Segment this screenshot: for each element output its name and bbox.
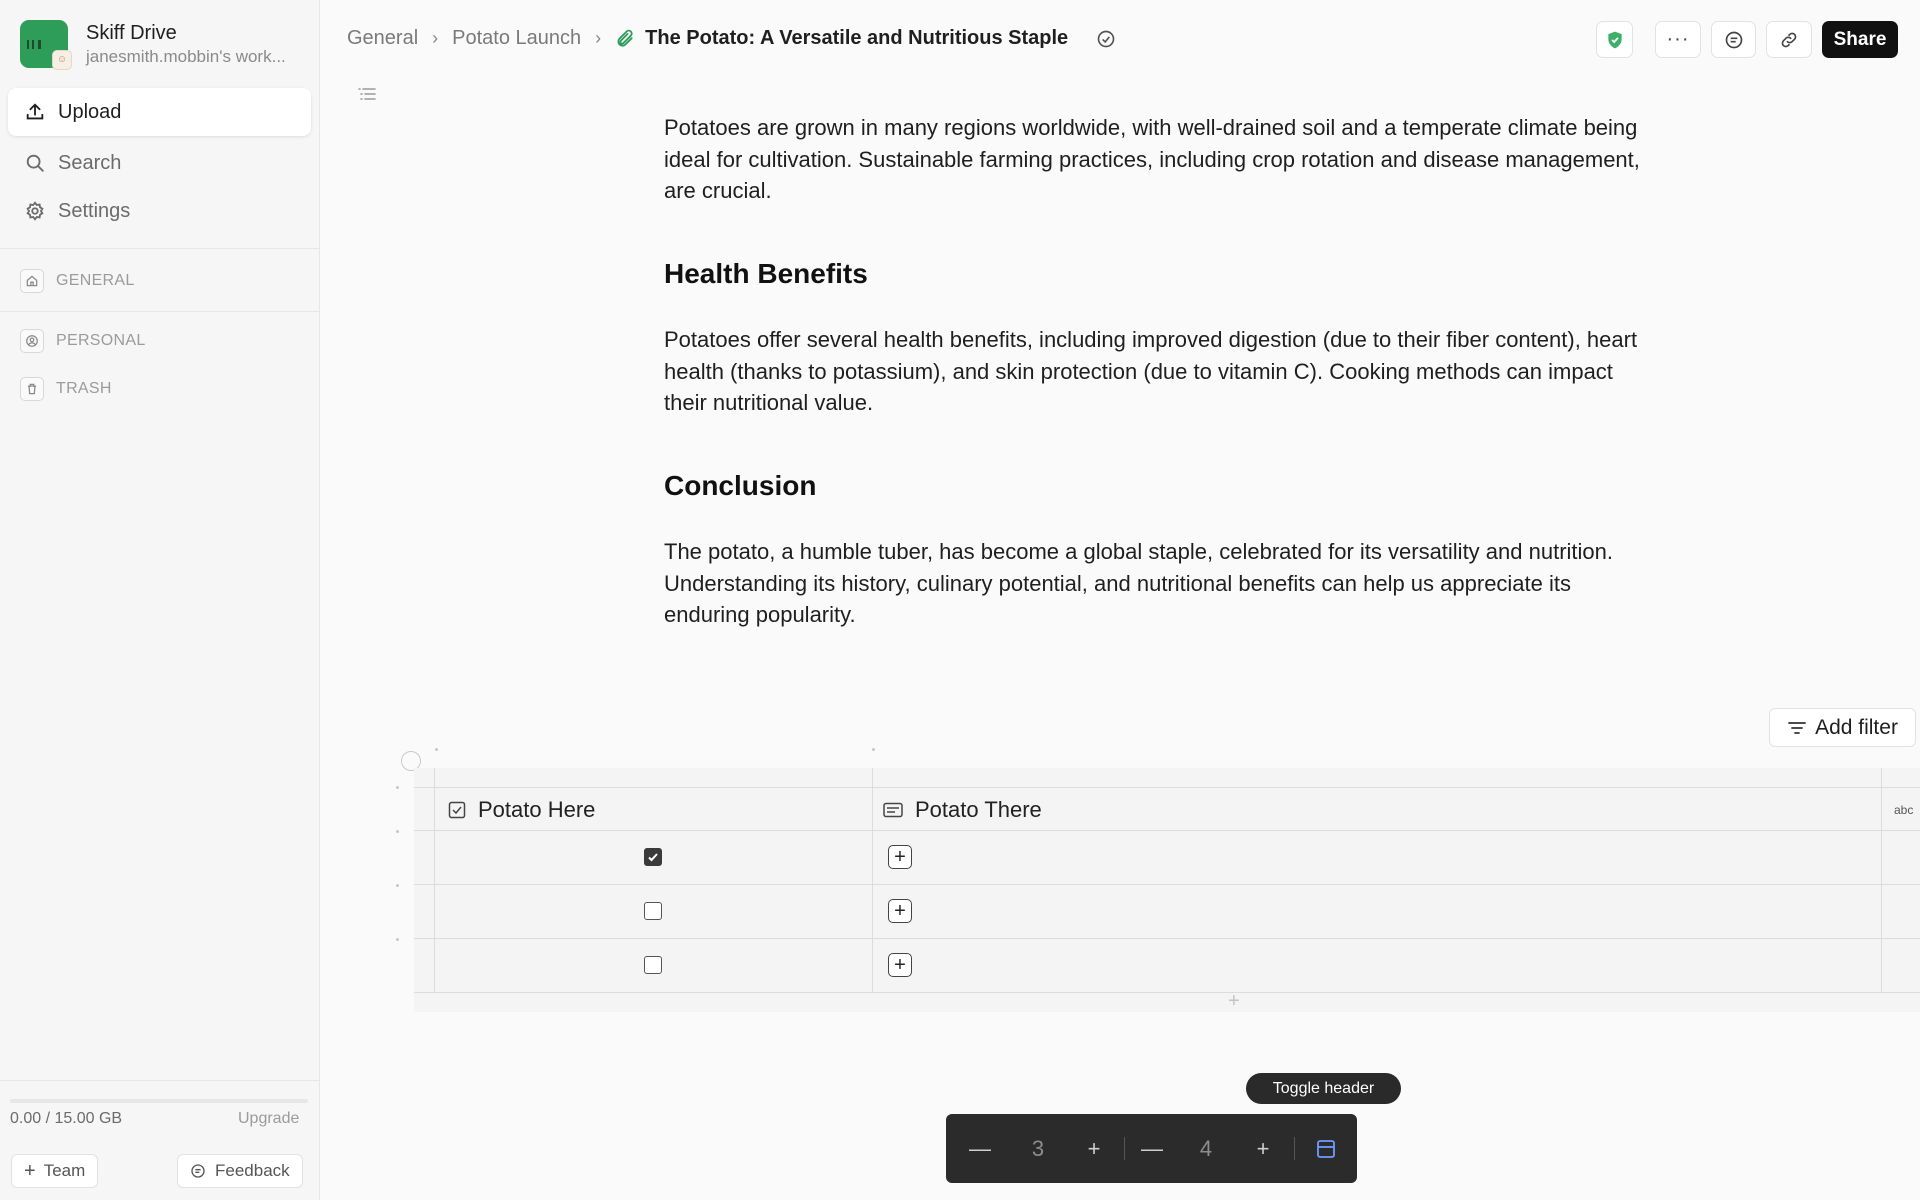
row-checkbox[interactable] [644,956,662,974]
plus-icon: + [24,1159,36,1182]
comments-button[interactable] [1711,21,1756,58]
add-filter-button[interactable] [1769,708,1916,747]
column-header-potato-there[interactable] [883,788,1042,831]
column-header-abc[interactable] [1894,788,1913,831]
sidebar-item-label: GENERAL [56,272,135,289]
row-checkbox[interactable] [644,902,662,920]
settings-label: Settings [58,199,131,222]
breadcrumb [347,27,1116,50]
upload-button[interactable] [8,88,311,136]
toggle-header-button[interactable] [1295,1114,1357,1183]
database-table [414,768,1920,1012]
breadcrumb-general[interactable]: General [347,27,419,49]
table-row [414,939,1920,993]
upload-label: Upload [58,100,122,123]
remove-column-button[interactable] [1125,1114,1179,1183]
column-label: Potato Here [478,796,596,822]
column-label: abc [1894,802,1914,817]
check-icon [647,851,659,863]
plus-icon: + [1256,1135,1270,1161]
team-label: Team [43,1161,86,1180]
add-column-button[interactable] [1233,1114,1293,1183]
copy-link-button[interactable] [1766,21,1812,58]
home-icon [20,269,44,293]
plus-icon: + [894,954,906,976]
minus-icon: — [1141,1135,1163,1161]
user-circle-icon [20,329,44,353]
toggle-header-tooltip: Toggle header [1246,1073,1401,1104]
sidebar-item-label: PERSONAL [56,332,146,349]
filter-icon [1787,720,1807,736]
plus-icon: + [894,846,906,868]
health-benefits-heading: Health Benefits [664,258,868,289]
check-circle-icon [1096,29,1116,49]
workspace-logo [20,20,68,68]
more-dots-icon: ··· [1666,28,1690,50]
add-filter-label: Add filter [1815,715,1898,739]
search-label: Search [58,151,122,174]
remove-row-button[interactable] [946,1114,1014,1183]
chevron-right-icon: › [432,28,439,48]
upload-icon [24,101,46,123]
sidebar-item-personal[interactable] [20,329,146,353]
add-row-button[interactable] [1062,1114,1126,1183]
chat-bubble-icon [190,1163,206,1179]
sidebar [0,0,320,1200]
add-cell-button[interactable] [888,845,912,869]
add-cell-button[interactable] [888,899,912,923]
settings-button[interactable] [8,187,311,235]
workspace-switcher[interactable] [20,20,286,68]
text-field-icon [883,802,903,818]
link-icon [1779,30,1799,50]
search-button[interactable] [8,139,311,187]
table-row [414,885,1920,939]
page-title[interactable]: The Potato: A Versatile and Nutritious Staple [645,27,1069,49]
table-header-icon [1316,1139,1336,1159]
row-checkbox[interactable] [644,848,662,866]
health-benefits-paragraph: Potatoes offer several health benefits, including improved digestion (due to their fiber content), heart health (thanks to potassium), and skin protection (due to vitamin C). Cooking methods can impact their nutritional value. [664,327,1638,415]
table-header-row [414,788,1920,831]
add-row-button[interactable]: + [1228,990,1240,1012]
plus-icon: + [1087,1135,1101,1161]
checkbox-checked[interactable] [644,848,662,866]
shield-check-icon [1605,30,1625,50]
sidebar-item-label: TRASH [56,380,112,397]
plus-icon: + [894,900,906,922]
conclusion-heading: Conclusion [664,470,817,501]
trash-icon [20,377,44,401]
chevron-right-icon: › [595,28,602,48]
workspace-account: janesmith.mobbin's work... [86,46,286,66]
share-button[interactable]: Share [1822,21,1898,58]
breadcrumb-potato-launch[interactable]: Potato Launch [452,27,582,49]
sidebar-divider [0,248,320,249]
row-count: 3 [1031,1135,1045,1161]
paperclip-icon [615,29,635,49]
sidebar-item-general[interactable] [20,269,135,293]
column-count: 4 [1199,1135,1213,1161]
table-size-toolbar [946,1114,1357,1183]
column-header-potato-here[interactable] [448,788,595,831]
more-options-button[interactable] [1655,21,1701,58]
comment-icon [1724,30,1744,50]
conclusion-paragraph: The potato, a humble tuber, has become a global staple, celebrated for its versatility and nutrition. Understanding its history, culinary potential, and nutritional benefits can help us appreciate its enduring popularity. [664,539,1613,627]
feedback-button[interactable] [177,1154,303,1188]
storage-usage: 0.00 / 15.00 GB [10,1110,123,1127]
sidebar-divider [0,1080,320,1081]
sidebar-divider [0,311,320,312]
security-button[interactable] [1596,21,1633,58]
intro-paragraph: Potatoes are grown in many regions worldwide, with well-drained soil and a temperate climate being ideal for cultivation. Sustainable farming practices, including crop rotation and disease management, are crucial. [664,115,1640,203]
add-cell-button[interactable] [888,953,912,977]
avatar: ☺ [52,50,72,70]
gear-icon [24,200,46,222]
workspace-name: Skiff Drive [86,21,177,44]
team-button[interactable] [11,1154,98,1188]
storage-progress-bar [10,1099,308,1103]
sidebar-item-trash[interactable] [20,377,112,401]
table-of-contents-icon[interactable] [357,86,377,102]
column-label: Potato There [915,796,1042,822]
search-icon [24,152,46,174]
feedback-label: Feedback [215,1161,290,1180]
checkbox-icon [448,801,466,819]
table-row [414,831,1920,885]
upgrade-link[interactable]: Upgrade [238,1110,300,1127]
minus-icon: — [969,1135,991,1161]
